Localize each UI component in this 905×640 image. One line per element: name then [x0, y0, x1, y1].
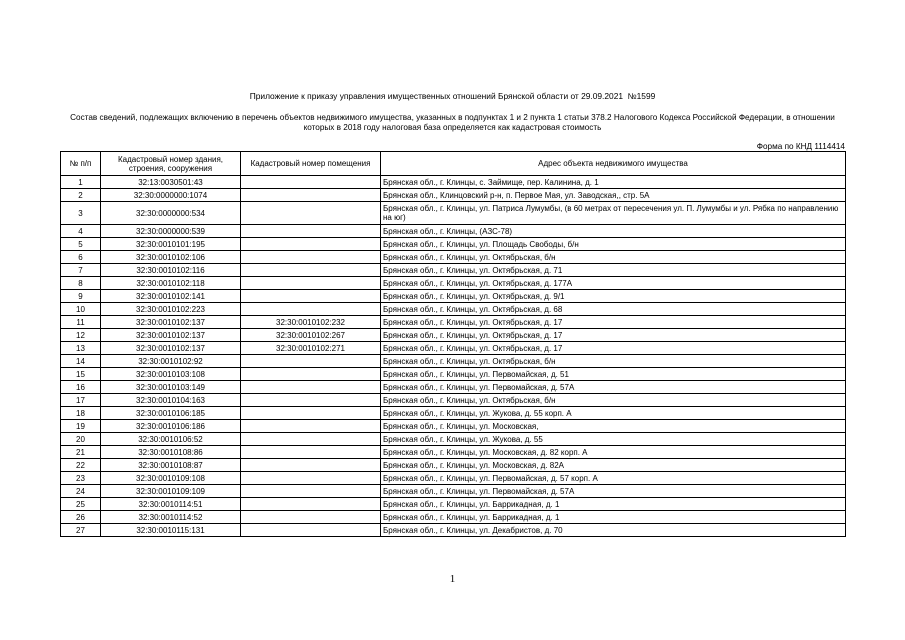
cell-address: Брянская обл., г. Клинцы, ул. Первомайская, д. 51: [381, 368, 846, 381]
cell-building-cadastral: 32:30:0010102:137: [101, 316, 241, 329]
cell-premises-cadastral: [241, 225, 381, 238]
cell-premises-cadastral: [241, 290, 381, 303]
page-number: 1: [449, 573, 456, 585]
cell-building-cadastral: 32:30:0010115:131: [101, 524, 241, 537]
cell-premises-cadastral: [241, 251, 381, 264]
cell-number: 3: [61, 202, 101, 225]
cell-number: 19: [61, 420, 101, 433]
cell-address: Брянская обл., г. Клинцы, ул. Жукова, д. 55: [381, 433, 846, 446]
cell-premises-cadastral: [241, 189, 381, 202]
table-row: [61, 381, 846, 394]
cell-premises-cadastral: [241, 459, 381, 472]
table-row: [61, 433, 846, 446]
cell-address: Брянская обл., г. Клинцы, ул. Октябрьская, д. 68: [381, 303, 846, 316]
table-row: [61, 329, 846, 342]
cell-number: 20: [61, 433, 101, 446]
table-body: [61, 176, 846, 537]
cell-building-cadastral: 32:30:0010102:92: [101, 355, 241, 368]
cell-address: Брянская обл., г. Клинцы, ул. Октябрьская, д. 17: [381, 316, 846, 329]
cell-address: Брянская обл., г. Клинцы, ул. Московская, д. 82 корп. А: [381, 446, 846, 459]
table-row: [61, 394, 846, 407]
cell-number: 18: [61, 407, 101, 420]
cell-number: 1: [61, 176, 101, 189]
cell-premises-cadastral: 32:30:0010102:271: [241, 342, 381, 355]
cell-building-cadastral: 32:30:0010103:149: [101, 381, 241, 394]
cell-number: 9: [61, 290, 101, 303]
table-row: [61, 316, 846, 329]
table-row: [61, 420, 846, 433]
header-number: № п/п: [61, 152, 101, 176]
cell-building-cadastral: 32:30:0000000:1074: [101, 189, 241, 202]
cell-building-cadastral: 32:30:0000000:539: [101, 225, 241, 238]
cell-number: 27: [61, 524, 101, 537]
cell-premises-cadastral: [241, 446, 381, 459]
cell-address: Брянская обл., г. Клинцы, ул. Декабристов, д. 70: [381, 524, 846, 537]
cell-number: 24: [61, 485, 101, 498]
cell-building-cadastral: 32:30:0010109:108: [101, 472, 241, 485]
cell-number: 6: [61, 251, 101, 264]
cell-premises-cadastral: [241, 238, 381, 251]
cell-premises-cadastral: [241, 381, 381, 394]
cell-address: Брянская обл., г. Клинцы, ул. Октябрьская, б/н: [381, 394, 846, 407]
cell-address: Брянская обл., г. Клинцы, ул. Площадь Свободы, б/н: [381, 238, 846, 251]
cell-number: 14: [61, 355, 101, 368]
cell-number: 10: [61, 303, 101, 316]
cell-premises-cadastral: [241, 264, 381, 277]
table-row: [61, 176, 846, 189]
cell-building-cadastral: 32:30:0010109:109: [101, 485, 241, 498]
cell-building-cadastral: 32:30:0010102:137: [101, 342, 241, 355]
cell-address: Брянская обл., г. Клинцы, ул. Московская,: [381, 420, 846, 433]
table-row: [61, 446, 846, 459]
cell-number: 5: [61, 238, 101, 251]
cell-building-cadastral: 32:30:0010102:118: [101, 277, 241, 290]
cell-address: Брянская обл., г. Клинцы, ул. Октябрьская, д. 17: [381, 342, 846, 355]
table-row: [61, 342, 846, 355]
cell-building-cadastral: 32:13:0030501:43: [101, 176, 241, 189]
cell-building-cadastral: 32:30:0010104:163: [101, 394, 241, 407]
form-code-label: Форма по КНД 1114414: [756, 142, 845, 151]
cell-address: Брянская обл., г. Клинцы, ул. Октябрьская, д. 17: [381, 329, 846, 342]
document-description: Состав сведений, подлежащих включению в перечень объектов недвижимого имущества, указанных в подпунктах 1 и 2 пункта 1 статьи 378.2 Налогового Кодекса Российской Федерации, в отношении которых в 2018 году налоговая база определяется как кадастровая стоимость: [70, 113, 835, 132]
cell-address: Брянская обл., г. Клинцы, ул. Патриса Лумумбы, (в 60 метрах от пересечения ул. П. Лумумбы и ул. Рябка по направлению на юг): [381, 202, 846, 225]
table-row: [61, 407, 846, 420]
cell-building-cadastral: 32:30:0010102:106: [101, 251, 241, 264]
cell-premises-cadastral: [241, 524, 381, 537]
table-row: [61, 511, 846, 524]
cell-premises-cadastral: [241, 355, 381, 368]
cell-address: Брянская обл., г. Клинцы, ул. Первомайская, д. 57А: [381, 485, 846, 498]
table-row: [61, 290, 846, 303]
cell-address: Брянская обл., г. Клинцы, ул. Жукова, д. 55 корп. А: [381, 407, 846, 420]
cell-number: 26: [61, 511, 101, 524]
header-premises-cadastral: Кадастровый номер помещения: [241, 152, 381, 176]
cell-premises-cadastral: [241, 368, 381, 381]
cell-premises-cadastral: [241, 303, 381, 316]
table-row: [61, 368, 846, 381]
table-row: [61, 238, 846, 251]
cell-number: 17: [61, 394, 101, 407]
cell-premises-cadastral: [241, 277, 381, 290]
table-row: [61, 189, 846, 202]
cell-building-cadastral: 32:30:0010101:195: [101, 238, 241, 251]
cell-building-cadastral: 32:30:0010114:52: [101, 511, 241, 524]
cell-premises-cadastral: [241, 407, 381, 420]
cell-premises-cadastral: 32:30:0010102:267: [241, 329, 381, 342]
cell-premises-cadastral: [241, 420, 381, 433]
table-row: [61, 472, 846, 485]
cell-address: Брянская обл., г. Клинцы, ул. Баррикадная, д. 1: [381, 511, 846, 524]
table-row: [61, 303, 846, 316]
cell-address: Брянская обл., г. Клинцы, ул. Октябрьская, д. 177А: [381, 277, 846, 290]
header-building-cadastral: Кадастровый номер здания, строения, сооружения: [101, 152, 241, 176]
cell-premises-cadastral: 32:30:0010102:232: [241, 316, 381, 329]
cell-premises-cadastral: [241, 202, 381, 225]
cell-building-cadastral: 32:30:0010108:87: [101, 459, 241, 472]
table-row: [61, 251, 846, 264]
cell-premises-cadastral: [241, 511, 381, 524]
cell-address: Брянская обл., г. Клинцы, ул. Первомайская, д. 57А: [381, 381, 846, 394]
cell-premises-cadastral: [241, 394, 381, 407]
cell-address: Брянская обл., г. Клинцы, ул. Октябрьская, б/н: [381, 251, 846, 264]
cell-building-cadastral: 32:30:0000000:534: [101, 202, 241, 225]
table-row: [61, 524, 846, 537]
table-row: [61, 225, 846, 238]
table-row: [61, 498, 846, 511]
header-address: Адрес объекта недвижимого имущества: [381, 152, 846, 176]
table-header-row: [61, 152, 846, 176]
cell-address: Брянская обл., г. Клинцы, ул. Первомайская, д. 57 корп. А: [381, 472, 846, 485]
cell-number: 25: [61, 498, 101, 511]
cell-building-cadastral: 32:30:0010102:116: [101, 264, 241, 277]
cell-address: Брянская обл., г. Клинцы, (АЗС-78): [381, 225, 846, 238]
cell-number: 23: [61, 472, 101, 485]
cell-building-cadastral: 32:30:0010106:186: [101, 420, 241, 433]
cell-number: 8: [61, 277, 101, 290]
cell-number: 4: [61, 225, 101, 238]
cell-number: 11: [61, 316, 101, 329]
cell-address: Брянская обл., г. Клинцы, ул. Московская, д. 82А: [381, 459, 846, 472]
cell-building-cadastral: 32:30:0010102:141: [101, 290, 241, 303]
cell-address: Брянская обл., г. Клинцы, ул. Октябрьская, д. 71: [381, 264, 846, 277]
cell-number: 15: [61, 368, 101, 381]
table-row: [61, 485, 846, 498]
cell-building-cadastral: 32:30:0010114:51: [101, 498, 241, 511]
cell-building-cadastral: 32:30:0010108:86: [101, 446, 241, 459]
cell-premises-cadastral: [241, 433, 381, 446]
cell-building-cadastral: 32:30:0010106:185: [101, 407, 241, 420]
cell-number: 22: [61, 459, 101, 472]
cell-number: 7: [61, 264, 101, 277]
cell-building-cadastral: 32:30:0010102:137: [101, 329, 241, 342]
cell-number: 16: [61, 381, 101, 394]
cell-building-cadastral: 32:30:0010103:108: [101, 368, 241, 381]
cell-number: 12: [61, 329, 101, 342]
cell-number: 21: [61, 446, 101, 459]
cell-address: Брянская обл., г. Клинцы, ул. Октябрьская, д. 9/1: [381, 290, 846, 303]
cell-number: 2: [61, 189, 101, 202]
table-row: [61, 355, 846, 368]
table-row: [61, 264, 846, 277]
property-table: [60, 151, 846, 537]
cell-premises-cadastral: [241, 472, 381, 485]
cell-address: Брянская обл., г. Клинцы, с. Займище, пер. Калинина, д. 1: [381, 176, 846, 189]
cell-address: Брянская обл., г. Клинцы, ул. Баррикадная, д. 1: [381, 498, 846, 511]
cell-premises-cadastral: [241, 176, 381, 189]
table-row: [61, 202, 846, 225]
table-row: [61, 277, 846, 290]
cell-building-cadastral: 32:30:0010102:223: [101, 303, 241, 316]
cell-building-cadastral: 32:30:0010106:52: [101, 433, 241, 446]
cell-premises-cadastral: [241, 498, 381, 511]
table-row: [61, 459, 846, 472]
cell-number: 13: [61, 342, 101, 355]
cell-address: Брянская обл., г. Клинцы, ул. Октябрьская, б/н: [381, 355, 846, 368]
cell-address: Брянская обл., Клинцовский р-н, п. Первое Мая, ул. Заводская,, стр. 5А: [381, 189, 846, 202]
cell-premises-cadastral: [241, 485, 381, 498]
document-title: Приложение к приказу управления имущественных отношений Брянской области от 29.09.2021 №1599: [249, 91, 656, 101]
